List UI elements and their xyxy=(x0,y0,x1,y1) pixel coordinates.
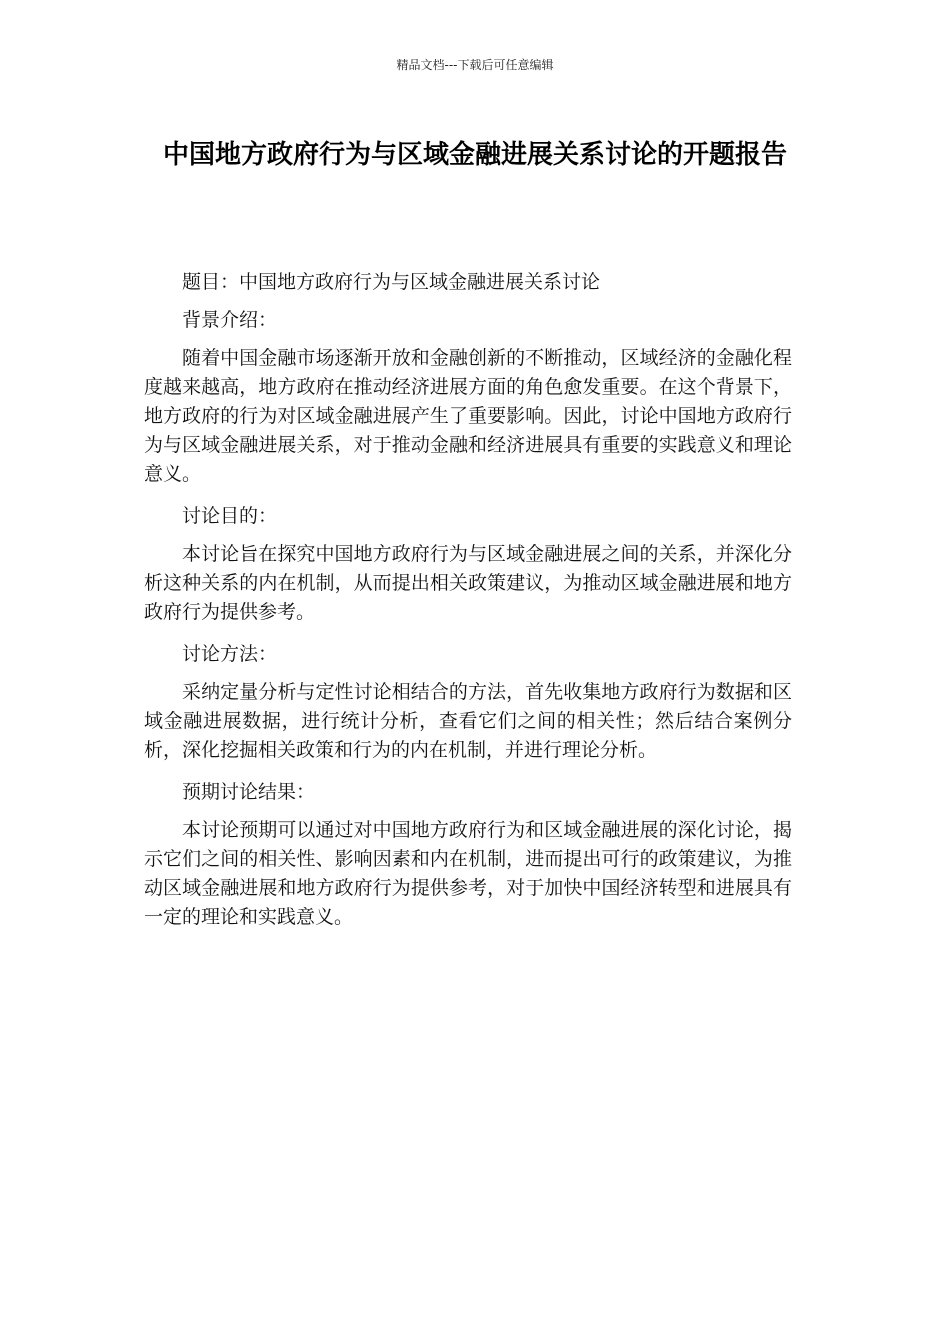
document-body xyxy=(144,268,792,945)
method-paragraph: 采纳定量分析与定性讨论相结合的方法，首先收集地方政府行为数据和区域金融进展数据，进行统计分析，查看它们之间的相关性；然后结合案例分析，深化挖掘相关政策和行为的内在机制，并进行理论分析。 xyxy=(144,681,792,761)
results-heading: 预期讨论结果： xyxy=(182,781,316,803)
topic-line: 题目：中国地方政府行为与区域金融进展关系讨论 xyxy=(182,271,601,293)
background-paragraph: 随着中国金融市场逐渐开放和金融创新的不断推动，区域经济的金融化程度越来越高，地方政府在推动经济进展方面的角色愈发重要。在这个背景下，地方政府的行为对区域金融进展产生了重要影响。因此，讨论中国地方政府行为与区域金融进展关系，对于推动金融和经济进展具有重要的实践意义和理论意义。 xyxy=(144,347,792,485)
method-heading: 讨论方法： xyxy=(182,643,278,665)
document-title: 中国地方政府行为与区域金融进展关系讨论的开题报告 xyxy=(162,140,787,170)
purpose-paragraph: 本讨论旨在探究中国地方政府行为与区域金融进展之间的关系，并深化分析这种关系的内在机制，从而提出相关政策建议，为推动区域金融进展和地方政府行为提供参考。 xyxy=(144,543,792,623)
results-paragraph: 本讨论预期可以通过对中国地方政府行为和区域金融进展的深化讨论，揭示它们之间的相关性、影响因素和内在机制，进而提出可行的政策建议，为推动区域金融进展和地方政府行为提供参考，对于加快中国经济转型和进展具有一定的理论和实践意义。 xyxy=(144,819,792,928)
header-note: 精品文档---下载后可任意编辑 xyxy=(396,58,554,72)
purpose-heading: 讨论目的： xyxy=(182,505,278,527)
background-heading: 背景介绍： xyxy=(182,309,278,331)
